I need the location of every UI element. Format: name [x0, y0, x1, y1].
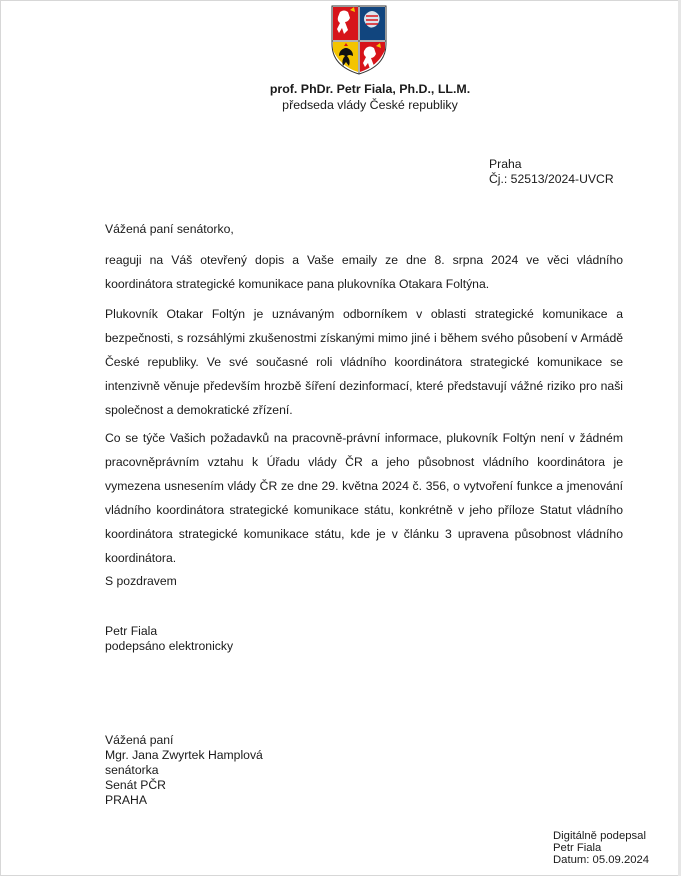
paragraph-1: reaguji na Váš otevřený dopis a Vaše emaily ze dne 8. srpna 2024 ve věci vládního koordinátora strategické komunikace pana plukovníka Otakara Foltýna.: [105, 253, 623, 291]
coat-of-arms-icon: [330, 4, 388, 76]
paragraph-2: Plukovník Otakar Foltýn je uznávaným odborníkem v oblasti strategické komunikace a bezpečnosti, s rozsáhlými zkušenostmi získanými mimo jiné i během svého působení v Armádě České republiky. Ve své současné roli vládního koordinátora strategické komunikace se intenzivně věnuje především hrozbě šíření dezinformací, které představují vážné riziko pro naši společnost a demokratické zřízení.: [105, 307, 623, 417]
salutation: Vážená paní senátorko,: [105, 222, 234, 236]
signer-note: podepsáno elektronicky: [105, 639, 234, 653]
paragraph-3: Co se týče Vašich požadavků na pracovně-právní informace, plukovník Foltýn není v žádném pracovněprávním vztahu k Úřadu vlády ČR a jeho působnost vládního koordinátora je vymezena usnesením vlády ČR ze dne 29. května 2024 č. 356, o vytvoření funkce a jmenování vládního koordinátora strategické komunikace státu, konkrétně v jeho příloze Statut vládního koordinátora strategické komunikace státu, kde je v článku 3 upravena působnost vládního koordinátora.: [105, 431, 623, 565]
place: Praha: [489, 157, 522, 171]
signer-name: Petr Fiala: [105, 624, 158, 638]
digital-signature-line-3: Datum: 05.09.2024: [553, 854, 650, 866]
closing: S pozdravem: [105, 574, 177, 588]
recipient-line-4: Senát PČR: [105, 778, 166, 792]
recipient-line-1: Vážená paní: [105, 733, 174, 747]
recipient-line-3: senátorka: [105, 763, 159, 777]
digital-signature-line-1: Digitálně podepsal: [553, 830, 646, 842]
sender-role: předseda vlády České republiky: [282, 98, 458, 112]
recipient-line-5: PRAHA: [105, 793, 147, 807]
sender-name: prof. PhDr. Petr Fiala, Ph.D., LL.M.: [269, 82, 471, 96]
reference-number: Čj.: 52513/2024-UVCR: [489, 172, 614, 186]
recipient-line-2: Mgr. Jana Zwyrtek Hamplová: [105, 748, 263, 762]
digital-signature-line-2: Petr Fiala: [553, 842, 602, 854]
